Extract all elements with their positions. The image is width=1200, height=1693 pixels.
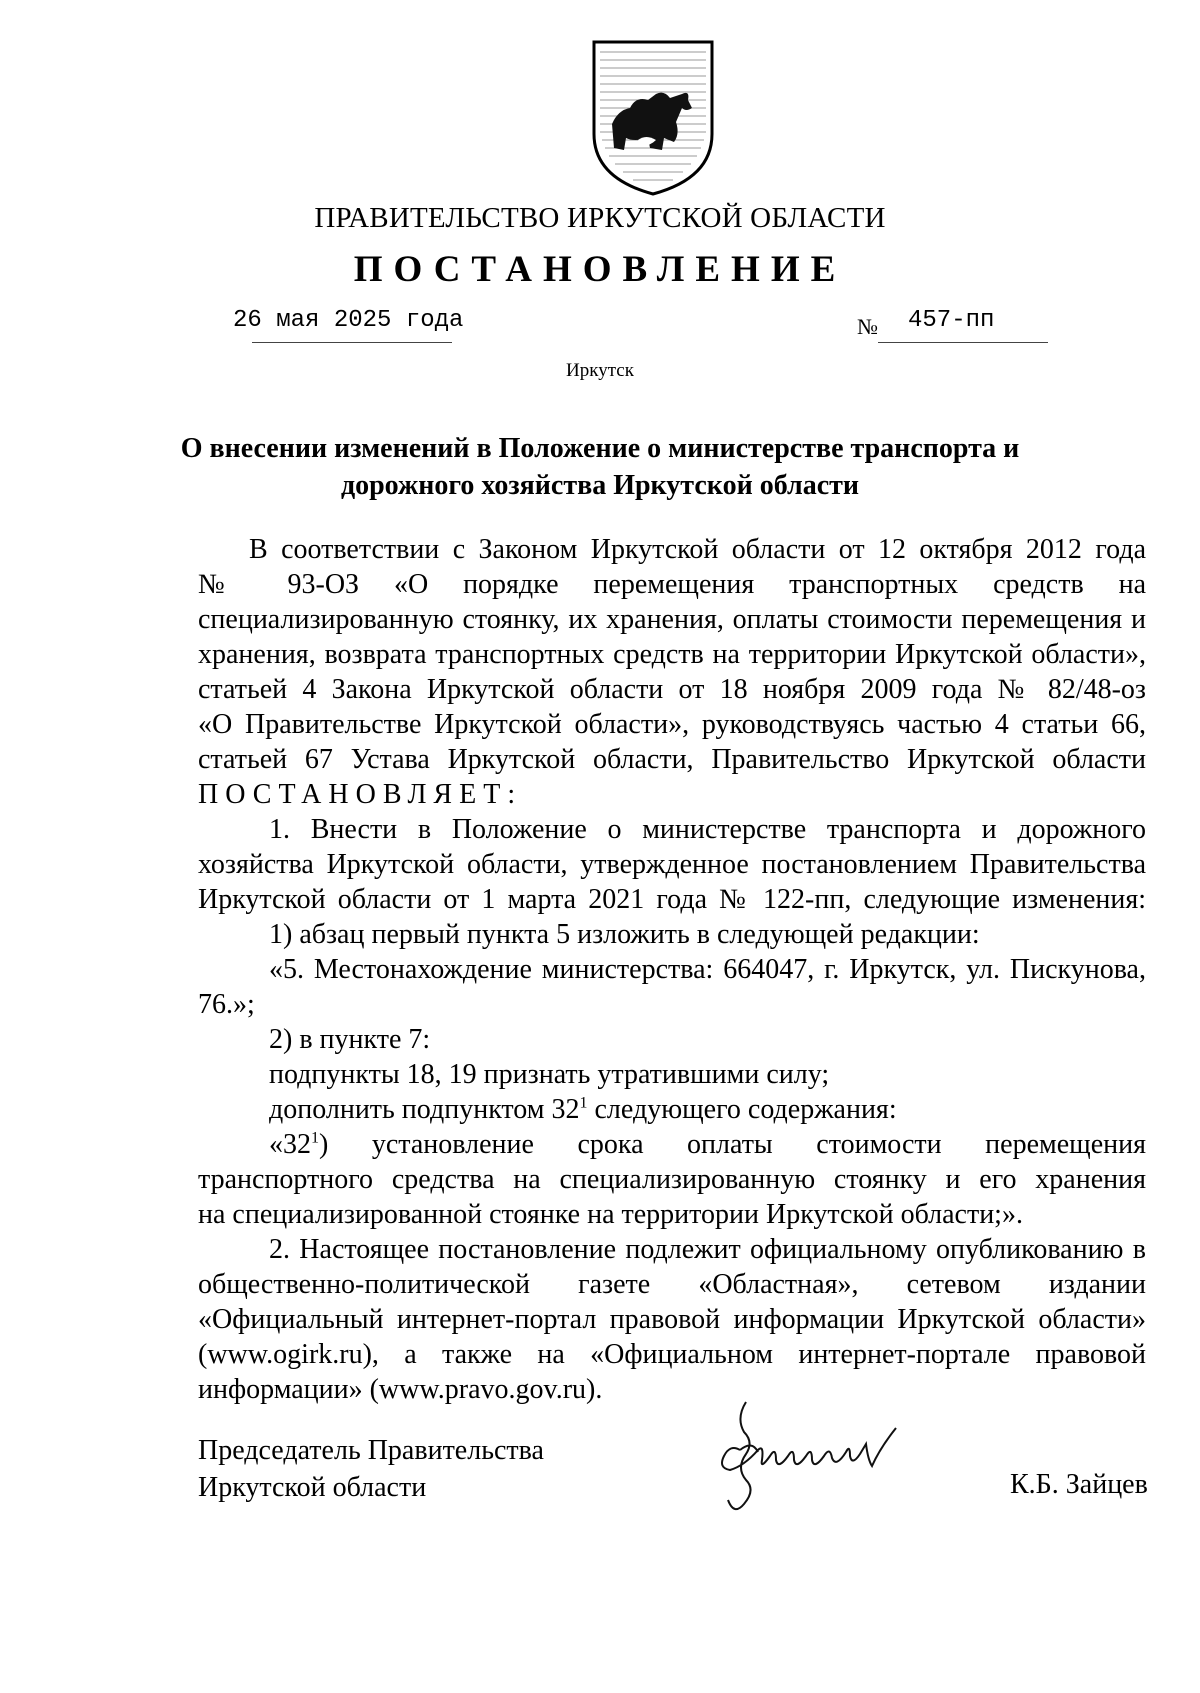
document-body bbox=[198, 532, 1146, 1407]
preamble-line: специализированную стоянку, их хранения, оплаты стоимости перемещения и bbox=[198, 604, 1146, 635]
quote-32-line: транспортного средства на специализированную стоянку и его хранения bbox=[198, 1164, 1146, 1195]
document-type: ПОСТАНОВЛЕНИЕ bbox=[353, 249, 847, 290]
quote-32-line bbox=[198, 1127, 1146, 1162]
document-heading bbox=[0, 430, 1200, 504]
superscript: 1 bbox=[311, 1129, 319, 1147]
preamble-line: хранения, возврата транспортных средств на территории Иркутской области», bbox=[198, 639, 1146, 670]
city: Иркутск bbox=[566, 360, 634, 381]
item-1-line: хозяйства Иркутской области, утвержденное постановлением Правительства bbox=[198, 849, 1146, 880]
subitem-2-a: подпункты 18, 19 признать утратившими силу; bbox=[269, 1059, 830, 1090]
signer-position bbox=[198, 1432, 544, 1506]
item-1-line: 1. Внести в Положение о министерстве транспорта и дорожного bbox=[269, 814, 1146, 845]
subitem-1-quote: «5. Местонахождение министерства: 664047, г. Иркутск, ул. Пискунова, bbox=[269, 954, 1146, 985]
government-title: ПРАВИТЕЛЬСТВО ИРКУТСКОЙ ОБЛАСТИ bbox=[314, 202, 886, 234]
subitem-2-b bbox=[198, 1092, 1146, 1127]
quote-32-line: на специализированной стоянке на территории Иркутской области;». bbox=[198, 1199, 1023, 1230]
heading-line: О внесении изменений в Положение о министерстве транспорта и bbox=[180, 433, 1020, 464]
item-2-line: информации» (www.pravo.gov.ru). bbox=[198, 1374, 603, 1405]
preamble-line: статьей 67 Устава Иркутской области, Правительство Иркутской области bbox=[198, 744, 1146, 775]
subitem-2-b-text: дополнить подпунктом 32 bbox=[269, 1094, 580, 1125]
date-underline bbox=[252, 342, 452, 343]
quote-32-open: «32 bbox=[269, 1129, 311, 1160]
preamble-line: № 93-ОЗ «О порядке перемещения транспортных средств на bbox=[198, 569, 1146, 600]
quote-32-rest: ) установление срока оплаты стоимости перемещения bbox=[319, 1129, 1146, 1160]
signer-name: К.Б. Зайцев bbox=[1010, 1469, 1148, 1500]
document-number: 457-пп bbox=[908, 307, 995, 334]
signer-position-line: Иркутской области bbox=[198, 1472, 427, 1503]
item-2-line: «Официальный интернет-портал правовой информации Иркутской области» bbox=[198, 1304, 1146, 1335]
item-2-line: 2. Настоящее постановление подлежит официальному опубликованию в bbox=[269, 1234, 1146, 1265]
preamble-line: «О Правительстве Иркутской области», руководствуясь частью 4 статьи 66, bbox=[198, 709, 1146, 740]
number-sign: № bbox=[857, 314, 878, 339]
number-underline bbox=[878, 342, 1048, 343]
coat-of-arms-emblem bbox=[590, 38, 716, 198]
item-1-line: Иркутской области от 1 марта 2021 года № 122-пп, следующие изменения: bbox=[198, 884, 1146, 915]
preamble-line: статьей 4 Закона Иркутской области от 18 ноября 2009 года № 82/48-оз bbox=[198, 674, 1146, 705]
subitem-1-quote-end: 76.»; bbox=[198, 989, 255, 1020]
subitem-2-b-end: следующего содержания: bbox=[587, 1094, 897, 1125]
superscript: 1 bbox=[579, 1094, 588, 1112]
item-2-line: общественно-политической газете «Областная», сетевом издании bbox=[198, 1269, 1146, 1300]
heading-line: дорожного хозяйства Иркутской области bbox=[340, 470, 860, 501]
signer-position-line: Председатель Правительства bbox=[198, 1435, 544, 1466]
subitem-1: 1) абзац первый пункта 5 изложить в следующей редакции: bbox=[269, 919, 980, 950]
document-date: 26 мая 2025 года bbox=[233, 307, 464, 334]
item-2-line: (www.ogirk.ru), а также на «Официальном интернет-портале правовой bbox=[198, 1339, 1146, 1370]
subitem-2: 2) в пункте 7: bbox=[269, 1024, 431, 1055]
handwritten-signature bbox=[700, 1400, 960, 1525]
preamble-line: В соответствии с Законом Иркутской области от 12 октября 2012 года bbox=[249, 534, 1146, 565]
resolves-word: ПОСТАНОВЛЯЕТ: bbox=[198, 779, 523, 810]
